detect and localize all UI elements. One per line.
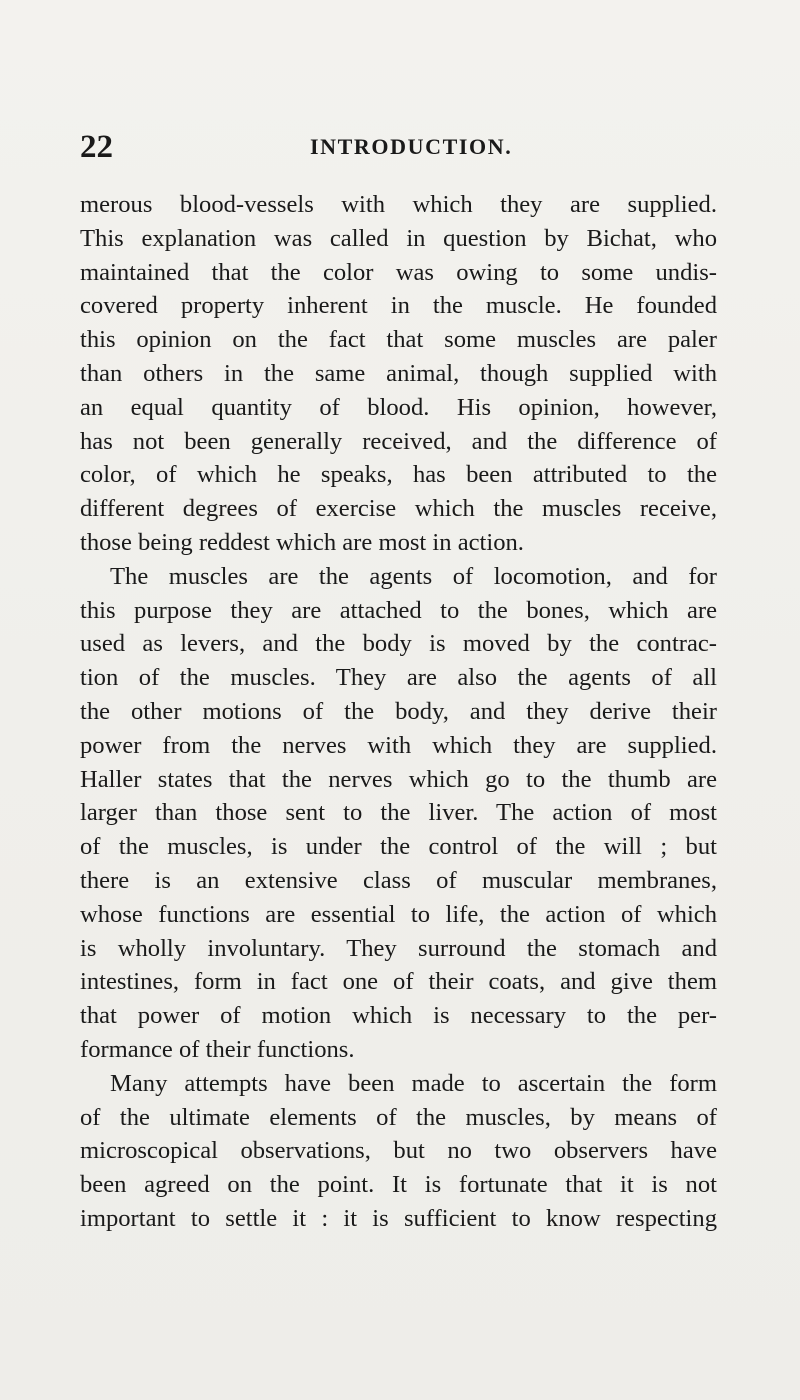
running-head — [80, 127, 720, 167]
text-line: larger than those sent to the liver. The action of most — [80, 799, 717, 827]
text-line: color, of which he speaks, has been attributed to the — [80, 461, 717, 489]
text-line: covered property inherent in the muscle. He founded — [80, 292, 717, 320]
text-line: This explanation was called in question by Bichat, who — [80, 224, 717, 252]
text-line: merous blood-vessels with which they are supplied. — [80, 191, 717, 218]
text-line: of the muscles, is under the control of the will ; but — [80, 833, 717, 861]
text-line: of the ultimate elements of the muscles, by means of — [80, 1103, 717, 1131]
page-number: 22 — [80, 129, 113, 165]
text-line: is wholly involuntary. They surround the stomach and — [80, 934, 717, 962]
text-line: Haller states that the nerves which go to the thumb are — [80, 765, 717, 793]
text-line: that power of motion which is necessary to the per- — [80, 1002, 717, 1030]
text-line: an equal quantity of blood. His opinion, however, — [80, 393, 717, 421]
text-line: has not been generally received, and the difference of — [80, 427, 717, 455]
text-line: tion of the muscles. They are also the agents of all — [80, 664, 717, 692]
text-line: microscopical observations, but no two observers have — [80, 1137, 717, 1165]
text-line: important to settle it : it is sufficient to know respecting — [80, 1204, 717, 1232]
text-line: been agreed on the point. It is fortunate that it is not — [80, 1171, 717, 1199]
text-line: the other motions of the body, and they derive their — [80, 697, 717, 725]
text-line: maintained that the color was owing to some undis- — [80, 258, 717, 286]
text-line: than others in the same animal, though supplied with — [80, 359, 717, 387]
text-line: this opinion on the fact that some muscles are paler — [80, 326, 717, 354]
text-line: used as levers, and the body is moved by the contrac- — [80, 630, 717, 658]
running-title: INTRODUCTION. — [310, 134, 513, 159]
text-line: formance of their functions. — [80, 1035, 355, 1063]
text-line: The muscles are the agents of locomotion, and for — [110, 562, 717, 590]
text-line: Many attempts have been made to ascertain the form — [110, 1069, 717, 1097]
text-line: whose functions are essential to life, the action of which — [80, 900, 717, 928]
text-line: power from the nerves with which they are supplied. — [80, 731, 717, 759]
body-text — [80, 188, 717, 1236]
text-line: this purpose they are attached to the bones, which are — [80, 596, 717, 624]
text-line: different degrees of exercise which the muscles receive, — [80, 495, 717, 523]
text-line: there is an extensive class of muscular membranes, — [80, 866, 717, 894]
text-line: intestines, form in fact one of their coats, and give them — [80, 968, 717, 996]
text-line: those being reddest which are most in action. — [80, 528, 524, 556]
